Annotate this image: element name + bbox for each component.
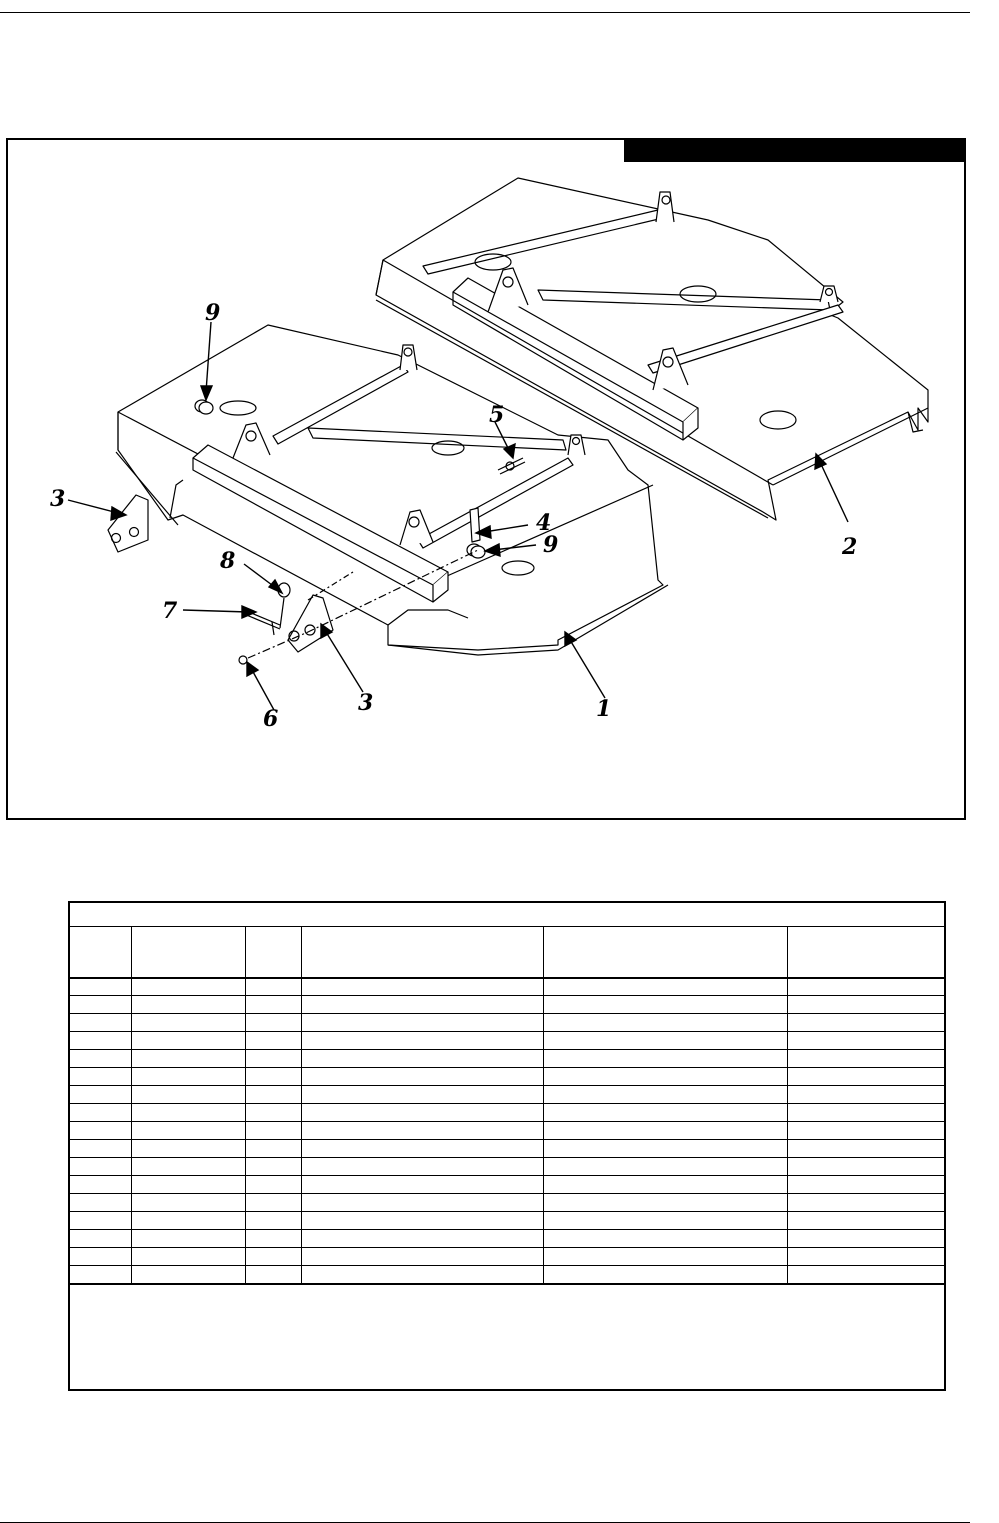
table-cell: [245, 1014, 301, 1032]
table-cell: [543, 1212, 787, 1230]
table-cell: [787, 996, 944, 1014]
table-cell: [543, 1158, 787, 1176]
table-cell: [245, 996, 301, 1014]
table-cell: [245, 978, 301, 996]
table-row: [70, 996, 944, 1014]
callout-5: 5: [489, 402, 505, 428]
table-cell: [301, 1014, 543, 1032]
table-cell: [301, 1032, 543, 1050]
table-cell: [543, 1176, 787, 1194]
table-row: [70, 1266, 944, 1284]
table-cell: [301, 978, 543, 996]
table-cell: [301, 1050, 543, 1068]
col-header: [131, 927, 245, 978]
table-cell: [131, 1230, 245, 1248]
parts-figure: [6, 138, 966, 820]
table-cell: [787, 1014, 944, 1032]
washer-part-6: [239, 656, 247, 664]
table-cell: [70, 1068, 131, 1086]
callout-7: 7: [162, 598, 178, 624]
table-cell: [70, 1230, 131, 1248]
table-cell: [131, 1266, 245, 1284]
table-row: [70, 1212, 944, 1230]
callout-4: 4: [536, 510, 552, 536]
callout-9-lower: 9: [543, 532, 559, 558]
table-cell: [787, 1140, 944, 1158]
table-cell: [70, 1104, 131, 1122]
table-cell: [70, 1122, 131, 1140]
table-cell: [543, 1086, 787, 1104]
table-cell: [787, 1104, 944, 1122]
parts-table-grid: [70, 926, 944, 1285]
table-cell: [301, 1104, 543, 1122]
table-cell: [70, 1050, 131, 1068]
deck-assembly-drawing: [8, 140, 966, 820]
table-cell: [131, 1158, 245, 1176]
table-cell: [301, 1068, 543, 1086]
table-cell: [131, 1086, 245, 1104]
table-cell: [131, 1032, 245, 1050]
col-header: [301, 927, 543, 978]
table-cell: [787, 1122, 944, 1140]
table-row: [70, 1104, 944, 1122]
parts-table-header-row: [70, 927, 944, 978]
table-cell: [543, 1248, 787, 1266]
table-cell: [301, 1086, 543, 1104]
table-cell: [543, 1014, 787, 1032]
table-cell: [543, 996, 787, 1014]
table-cell: [131, 1176, 245, 1194]
table-cell: [543, 1122, 787, 1140]
table-cell: [543, 978, 787, 996]
table-cell: [70, 978, 131, 996]
table-cell: [245, 1158, 301, 1176]
table-cell: [70, 1176, 131, 1194]
table-cell: [301, 1140, 543, 1158]
table-cell: [245, 1122, 301, 1140]
table-cell: [70, 1014, 131, 1032]
col-header: [70, 927, 131, 978]
table-row: [70, 1068, 944, 1086]
hinge-bracket-left: [108, 495, 148, 552]
table-cell: [543, 1230, 787, 1248]
col-header: [543, 927, 787, 978]
table-row: [70, 1140, 944, 1158]
table-row: [70, 1230, 944, 1248]
table-cell: [787, 1230, 944, 1248]
table-cell: [70, 1140, 131, 1158]
callout-2: 2: [842, 534, 858, 560]
callout-8: 8: [220, 548, 236, 574]
table-cell: [131, 1050, 245, 1068]
table-row: [70, 1158, 944, 1176]
table-cell: [245, 1068, 301, 1086]
table-cell: [787, 1212, 944, 1230]
table-cell: [787, 1050, 944, 1068]
callout-9-upper: 9: [205, 300, 221, 326]
table-cell: [787, 1086, 944, 1104]
table-cell: [301, 1212, 543, 1230]
table-cell: [543, 1194, 787, 1212]
table-row: [70, 1122, 944, 1140]
table-cell: [245, 1086, 301, 1104]
table-cell: [301, 1248, 543, 1266]
table-cell: [245, 1032, 301, 1050]
table-cell: [131, 978, 245, 996]
table-cell: [543, 1140, 787, 1158]
table-row: [70, 1014, 944, 1032]
table-cell: [131, 1014, 245, 1032]
table-cell: [70, 1086, 131, 1104]
plate-part-4: [470, 508, 480, 542]
table-cell: [131, 1068, 245, 1086]
table-cell: [787, 1194, 944, 1212]
callout-3-left: 3: [50, 486, 66, 512]
table-cell: [131, 1140, 245, 1158]
col-header: [245, 927, 301, 978]
table-cell: [787, 1032, 944, 1050]
parts-list-table: [68, 901, 946, 1391]
table-cell: [70, 1194, 131, 1212]
table-cell: [70, 1032, 131, 1050]
table-cell: [70, 1212, 131, 1230]
table-cell: [131, 1212, 245, 1230]
table-cell: [301, 1158, 543, 1176]
table-cell: [787, 1248, 944, 1266]
table-cell: [301, 996, 543, 1014]
table-cell: [543, 1050, 787, 1068]
table-cell: [301, 1194, 543, 1212]
table-cell: [543, 1104, 787, 1122]
table-cell: [245, 1176, 301, 1194]
callout-6: 6: [263, 706, 279, 732]
table-row: [70, 1194, 944, 1212]
table-cell: [70, 1158, 131, 1176]
table-row: [70, 978, 944, 996]
table-cell: [301, 1266, 543, 1284]
table-cell: [543, 1266, 787, 1284]
table-cell: [245, 1194, 301, 1212]
table-cell: [787, 1068, 944, 1086]
callout-3-right: 3: [358, 690, 374, 716]
callout-1: 1: [596, 696, 612, 722]
table-cell: [245, 1266, 301, 1284]
top-rule: [0, 12, 970, 13]
table-row: [70, 1248, 944, 1266]
table-cell: [787, 978, 944, 996]
table-cell: [245, 1230, 301, 1248]
table-cell: [301, 1176, 543, 1194]
table-cell: [131, 1104, 245, 1122]
table-row: [70, 1176, 944, 1194]
table-cell: [543, 1068, 787, 1086]
col-header: [787, 927, 944, 978]
parts-table-body: [70, 978, 944, 1284]
table-cell: [787, 1266, 944, 1284]
table-cell: [301, 1230, 543, 1248]
table-cell: [70, 1266, 131, 1284]
table-cell: [245, 1212, 301, 1230]
table-row: [70, 1086, 944, 1104]
table-cell: [131, 1194, 245, 1212]
table-cell: [245, 1140, 301, 1158]
table-cell: [787, 1176, 944, 1194]
table-cell: [131, 996, 245, 1014]
table-cell: [70, 1248, 131, 1266]
table-cell: [245, 1104, 301, 1122]
table-cell: [301, 1122, 543, 1140]
table-row: [70, 1032, 944, 1050]
table-row: [70, 1050, 944, 1068]
table-cell: [245, 1050, 301, 1068]
table-cell: [131, 1122, 245, 1140]
table-cell: [787, 1158, 944, 1176]
table-cell: [543, 1032, 787, 1050]
table-cell: [131, 1248, 245, 1266]
table-cell: [245, 1248, 301, 1266]
table-cell: [70, 996, 131, 1014]
